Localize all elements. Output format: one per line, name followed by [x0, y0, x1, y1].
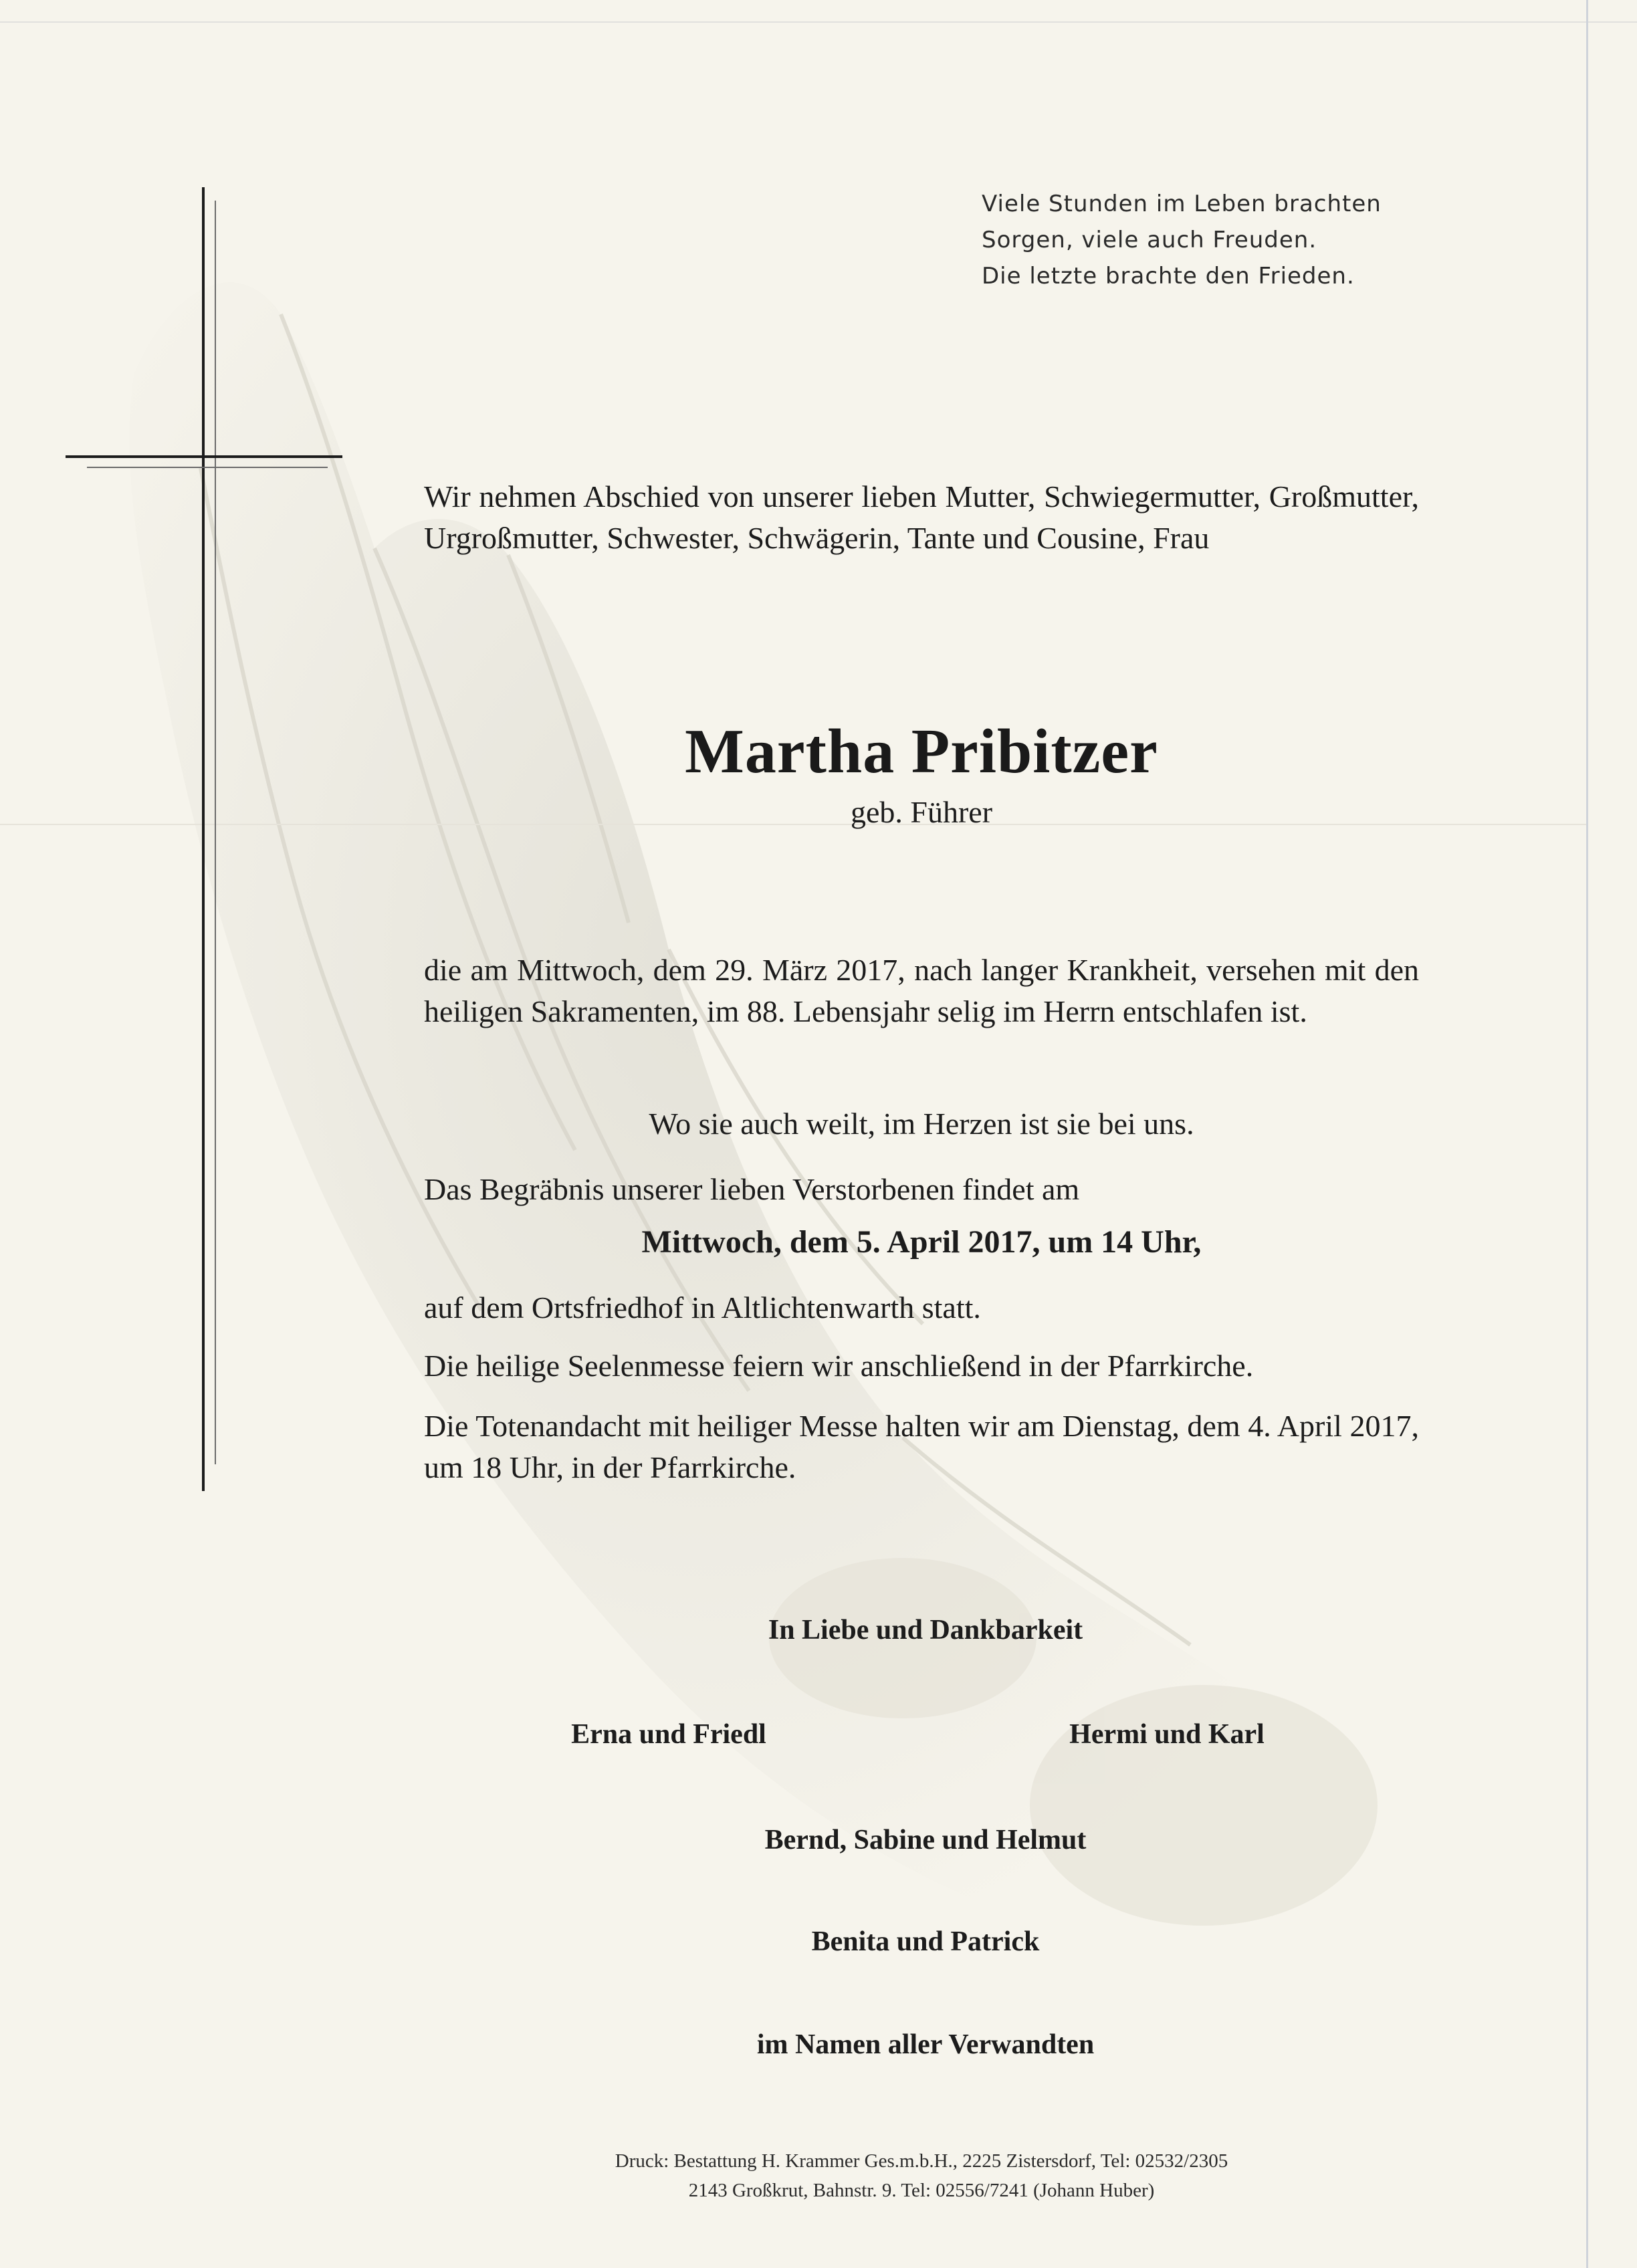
memorial-quote: Wo sie auch weilt, im Herzen ist sie bei uns.: [649, 1107, 1194, 1141]
signature-family: Bernd, Sabine und Helmut: [764, 1825, 1087, 1855]
burial-place: auf dem Ortsfriedhof in Altlichtenwarth statt.: [424, 1290, 981, 1325]
requiem-mass-text: Die heilige Seelenmesse feiern wir anschließend in der Pfarrkirche.: [424, 1349, 1254, 1383]
burial-intro: Das Begräbnis unserer lieben Verstorbenen findet am: [424, 1172, 1080, 1206]
signature-relatives: im Namen aller Verwandten: [756, 2029, 1095, 2060]
death-notice: die am Mittwoch, dem 29. März 2017, nach langer Krankheit, versehen mit den heiligen Sakramenten, im 88. Lebensjahr selig im Herrn entschlafen ist.: [424, 953, 1419, 1028]
signature-right: Hermi und Karl: [1069, 1719, 1265, 1750]
motto-line: Die letzte brachte den Frieden.: [982, 263, 1355, 290]
imprint-line: 2143 Großkrut, Bahnstr. 9. Tel: 02556/7241 (Johann Huber): [688, 2180, 1155, 2201]
closing-line: In Liebe und Dankbarkeit: [768, 1615, 1083, 1646]
motto-line: Sorgen, viele auch Freuden.: [982, 227, 1317, 253]
signature-left: Erna und Friedl: [571, 1719, 766, 1750]
printer-imprint: [424, 2146, 1419, 2205]
motto-line: Viele Stunden im Leben brachten: [982, 191, 1382, 217]
maiden-name: geb. Führer: [850, 795, 993, 829]
motto-verse: [982, 186, 1503, 294]
wake-text: Die Totenandacht mit heiliger Messe halten wir am Dienstag, dem 4. April 2017, um 18 Uhr, in der Pfarrkirche.: [424, 1409, 1419, 1484]
cross-icon: [0, 0, 468, 1538]
signature-grandchildren: Benita und Patrick: [811, 1926, 1040, 1957]
deceased-name: Martha Pribitzer: [685, 717, 1158, 786]
imprint-line: Druck: Bestattung H. Krammer Ges.m.b.H., 2225 Zistersdorf, Tel: 02532/2305: [615, 2150, 1228, 2172]
burial-date: Mittwoch, dem 5. April 2017, um 14 Uhr,: [641, 1224, 1202, 1260]
intro-text: Wir nehmen Abschied von unserer lieben Mutter, Schwiegermutter, Großmutter, Urgroßmutter, Schwester, Schwägerin, Tante und Cousine, Frau: [424, 479, 1419, 555]
